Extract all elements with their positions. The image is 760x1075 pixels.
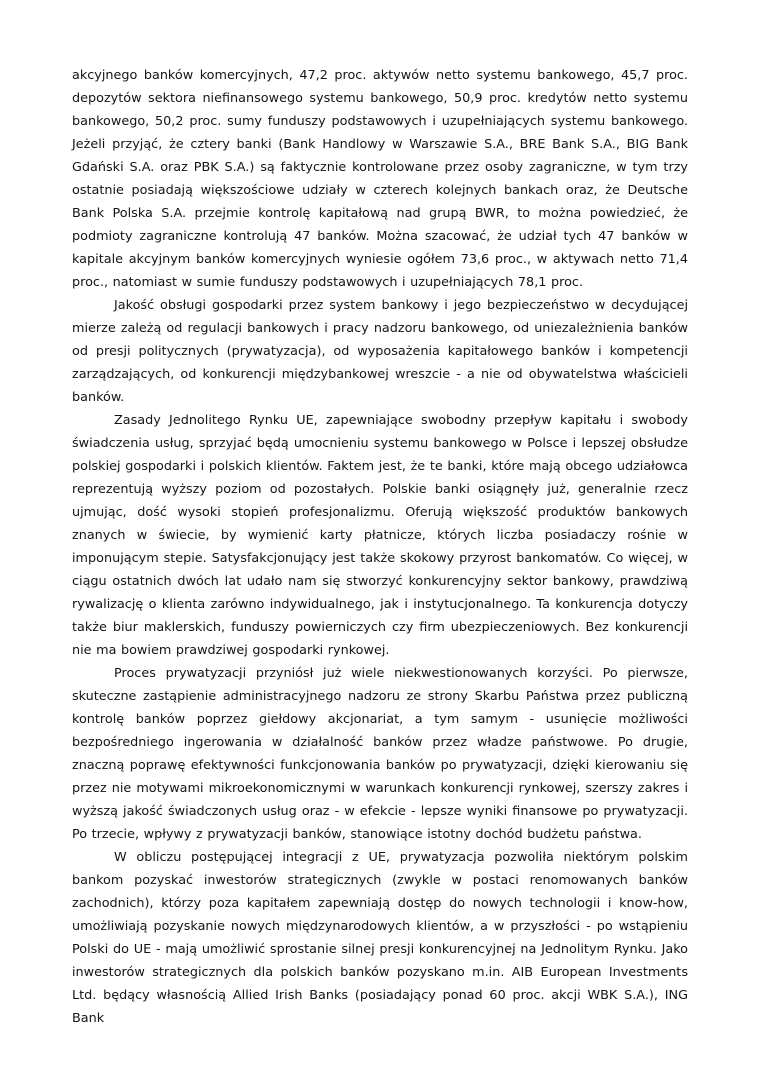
paragraph-continuation: akcyjnego banków komercyjnych, 47,2 proc. aktywów netto systemu bankowego, 45,7 proc. depozytów sektora niefinansowego systemu bankowego, 50,9 proc. kredytów netto systemu bankowego, 50,2 proc. sumy funduszy podstawowych i uzupełniających systemu bankowego. Jeżeli przyjąć, że cztery banki (Bank Handlowy w Warszawie S.A., BRE Bank S.A., BIG Bank Gdański S.A. oraz PBK S.A.) są faktycznie kontrolowane przez osoby zagraniczne, w tym trzy ostatnie posiadają większościowe udziały w czterech kolejnych bankach oraz, że Deutsche Bank Polska S.A. przejmie kontrolę kapitałową nad grupą BWR, to można powiedzieć, że podmioty zagraniczne kontrolują 47 banków. Można szacować, że udział tych 47 banków w kapitale akcyjnym banków komercyjnych wyniesie ogółem 73,6 proc., w aktywach netto 71,4 proc., natomiast w sumie funduszy podstawowych i uzupełniających 78,1 proc.	[72, 68, 688, 290]
paragraph-eu-integration: W obliczu postępującej integracji z UE, prywatyzacja pozwoliła niektórym polskim bankom pozyskać inwestorów strategicznych (zwykle w postaci renomowanych banków zachodnich), którzy poza kapitałem zapewniają dostęp do nowych technologii i know-how, umożliwiają pozyskanie nowych międzynarodowych klientów, a w przyszłości - po wstąpieniu Polski do UE - mają umożliwić sprostanie silnej presji konkurencyjnej na Jednolitym Rynku. Jako inwestorów strategicznych dla polskich banków pozyskano m.in. AIB European Investments Ltd. będący własnością Allied Irish Banks (posiadający ponad 60 proc. akcji WBK S.A.), ING Bank	[72, 850, 688, 1026]
paragraph-quality-of-banking: Jakość obsługi gospodarki przez system bankowy i jego bezpieczeństwo w decydującej mierze zależą od regulacji bankowych i pracy nadzoru bankowego, od uniezależnienia banków od presji politycznych (prywatyzacja), od wyposażenia kapitałowego banków i kompetencji zarządzających, od konkurencji międzybankowej wreszcie - a nie od obywatelstwa właścicieli banków.	[72, 298, 688, 405]
paragraph-single-market-rules: Zasady Jednolitego Rynku UE, zapewniające swobodny przepływ kapitału i swobody świadczenia usług, sprzyjać będą umocnieniu systemu bankowego w Polsce i lepszej obsłudze polskiej gospodarki i polskich klientów. Faktem jest, że te banki, które mają obcego udziałowca reprezentują wyższy poziom od pozostałych. Polskie banki osiągnęły już, generalnie rzecz ujmując, dość wysoki stopień profesjonalizmu. Oferują większość produktów bankowych znanych w świecie, by wymienić karty płatnicze, których liczba posiadaczy rośnie w imponującym stepie. Satysfakcjonujący jest także skokowy przyrost bankomatów. Co więcej, w ciągu ostatnich dwóch lat udało nam się stworzyć konkurencyjny sektor bankowy, prawdziwą rywalizację o klienta zarówno indywidualnego, jak i instytucjonalnego. Ta konkurencja dotyczy także biur maklerskich, funduszy powierniczych czy firm ubezpieczeniowych. Bez konkurencji nie ma bowiem prawdziwej gospodarki rynkowej.	[72, 413, 688, 658]
paragraph-privatization-benefits: Proces prywatyzacji przyniósł już wiele niekwestionowanych korzyści. Po pierwsze, skuteczne zastąpienie administracyjnego nadzoru ze strony Skarbu Państwa przez publiczną kontrolę banków poprzez giełdowy akcjonariat, a tym samym - usunięcie możliwości bezpośredniego ingerowania w działalność banków przez władze państwowe. Po drugie, znaczną poprawę efektywności funkcjonowania banków po prywatyzacji, dzięki kierowaniu się przez nie motywami mikroekonomicznymi w warunkach konkurencji rynkowej, szerszy zakres i wyższą jakość świadczonych usług oraz - w efekcie - lepsze wyniki finansowe po prywatyzacji. Po trzecie, wpływy z prywatyzacji banków, stanowiące istotny dochód budżetu państwa.	[72, 666, 688, 842]
